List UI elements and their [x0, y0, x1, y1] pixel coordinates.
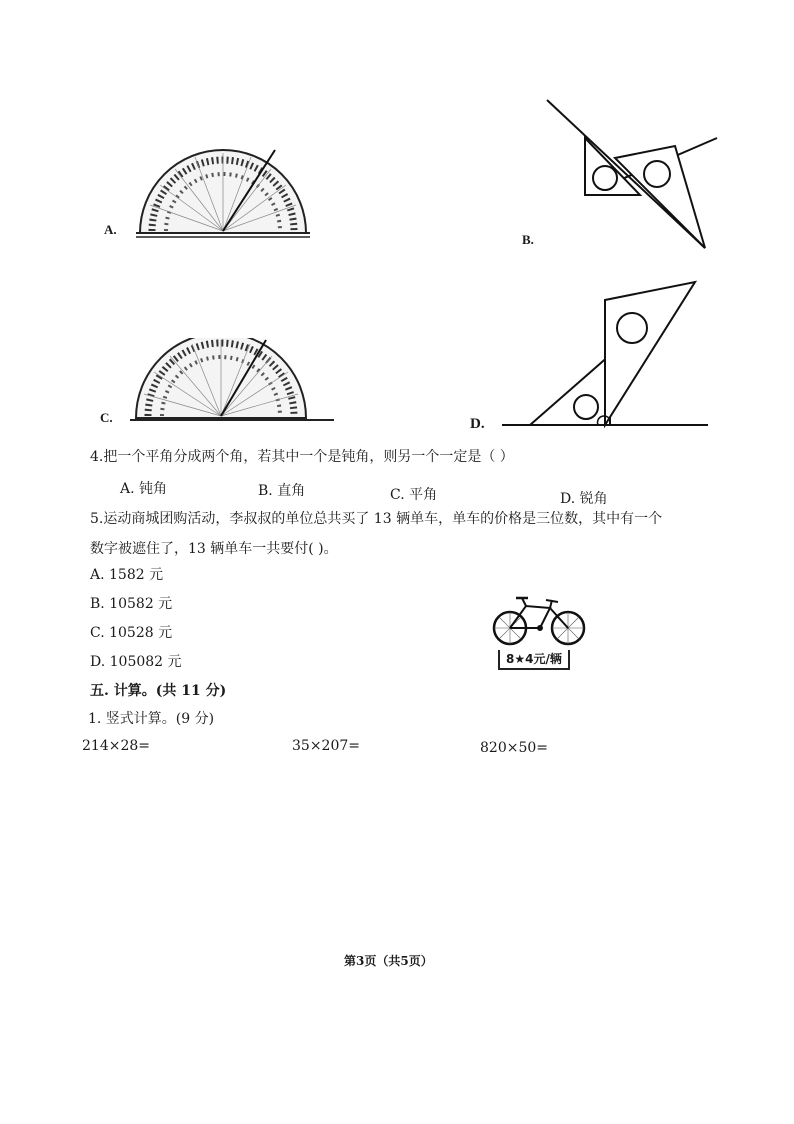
q4-option-c: C. 平角 — [390, 487, 438, 503]
price-tag: 8★4元/辆 — [498, 650, 570, 670]
calc-problem-1: 214×28= — [82, 738, 150, 754]
figure-d-set-squares — [500, 280, 710, 430]
calc-problem-3: 820×50= — [480, 740, 548, 756]
figure-a-label: A. — [104, 222, 117, 237]
figure-c-protractor — [126, 338, 336, 428]
q5-stem-line2: 数字被遮住了，13 辆单车一共要付( )。 — [90, 541, 338, 557]
q5-option-c: C. 10528 元 — [90, 625, 173, 641]
figure-b-label: B. — [522, 232, 534, 247]
q5-stem-line1: 5.运动商城团购活动，李叔叔的单位总共买了 13 辆单车，单车的价格是三位数，其中有一个 — [90, 511, 663, 527]
figure-a-protractor — [130, 145, 315, 240]
figure-b-set-squares — [545, 98, 720, 250]
q4-option-b: B. 直角 — [258, 483, 306, 499]
q4-stem: 4.把一个平角分成两个角，若其中一个是钝角，则另一个一定是（ ） — [90, 449, 514, 465]
figure-c-label: C. — [100, 410, 113, 425]
q5-option-a: A. 1582 元 — [90, 567, 164, 583]
section5-heading: 五. 计算。(共 11 分) — [90, 683, 227, 699]
q4-option-a: A. 钝角 — [120, 481, 168, 497]
q5-option-b: B. 10582 元 — [90, 596, 173, 612]
bicycle-image — [492, 592, 588, 648]
q4-option-d: D. 锐角 — [560, 491, 608, 507]
section5-sub1: 1. 竖式计算。(9 分) — [88, 711, 215, 727]
calc-problem-2: 35×207= — [292, 738, 360, 754]
figure-d-label: D. — [470, 416, 485, 432]
page-number: 第3页（共5页） — [344, 954, 433, 968]
q5-option-d: D. 105082 元 — [90, 654, 182, 670]
